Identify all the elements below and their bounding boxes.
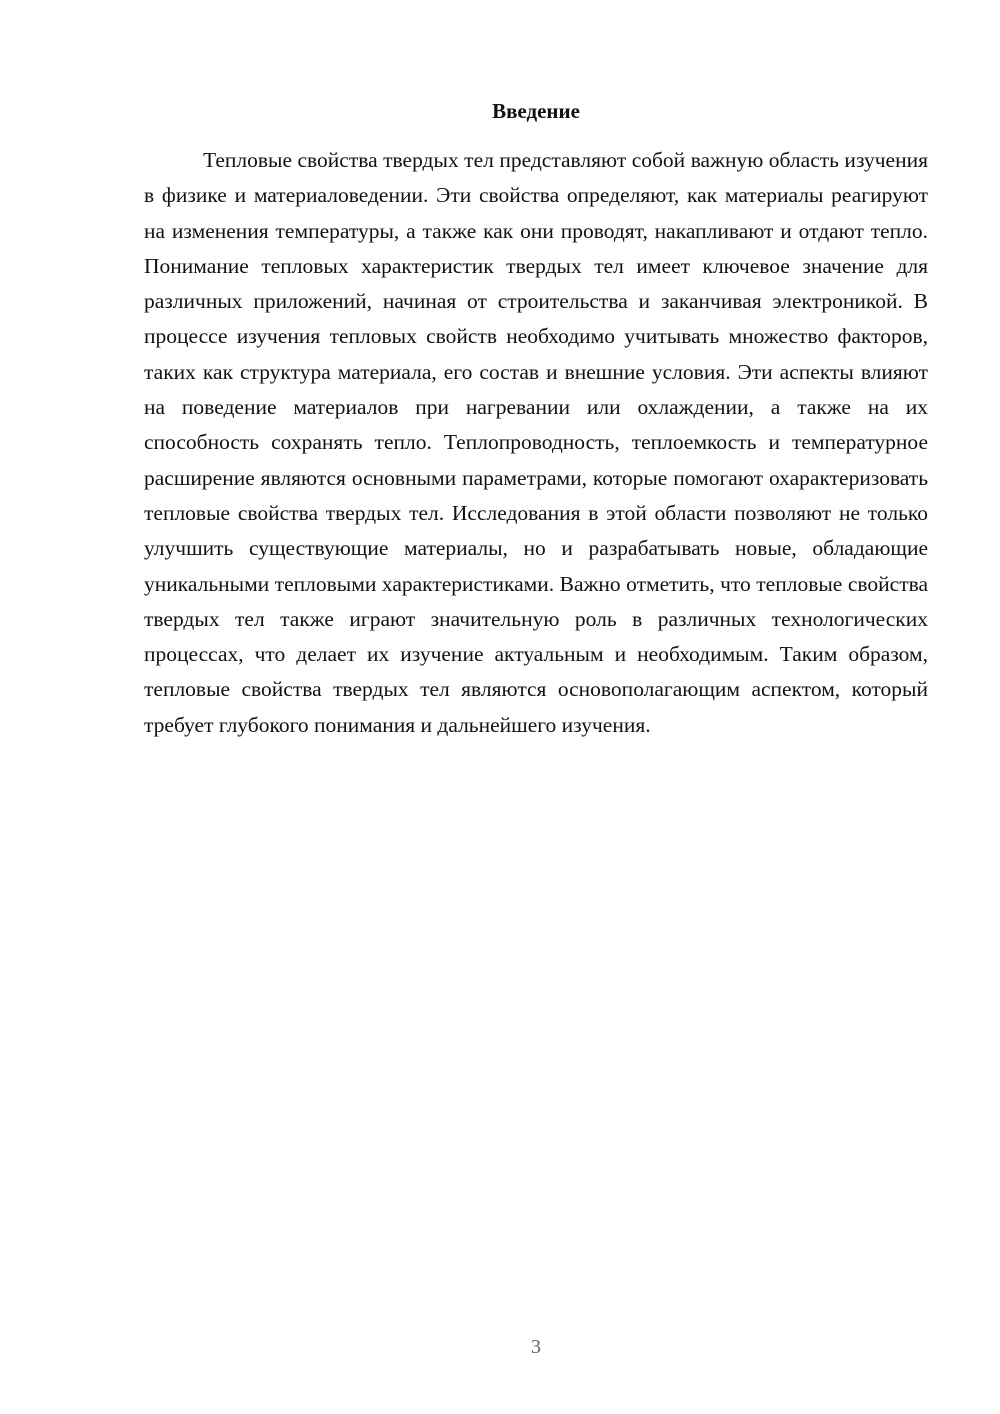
page-number: 3 xyxy=(531,1336,541,1358)
body-paragraph: Тепловые свойства твердых тел представляют собой важную область изучения в физике и материаловедении. Эти свойства определяют, как материалы реагируют на изменения температуры, а также как они проводят, накапливают и отдают тепло. Понимание тепловых характеристик твердых тел имеет ключевое значение для различных приложений, начиная от строительства и заканчивая электроникой. В процессе изучения тепловых свойств необходимо учитывать множество факторов, таких как структура материала, его состав и внешние условия. Эти аспекты влияют на поведение материалов при нагревании или охлаждении, а также на их способность сохранять тепло. Теплопроводность, теплоемкость и температурное расширение являются основными параметрами, которые помогают охарактеризовать тепловые свойства твердых тел. Исследования в этой области позволяют не только улучшить существующие материалы, но и разрабатывать новые, обладающие уникальными тепловыми характеристиками. Важно отметить, что тепловые свойства твердых тел также играют значительную роль в различных технологических процессах, что делает их изучение актуальным и необходимым. Таким образом, тепловые свойства твердых тел являются основополагающим аспектом, который требует глубокого понимания и дальнейшего изучения. xyxy=(144,148,928,737)
section-heading: Введение xyxy=(492,99,580,123)
